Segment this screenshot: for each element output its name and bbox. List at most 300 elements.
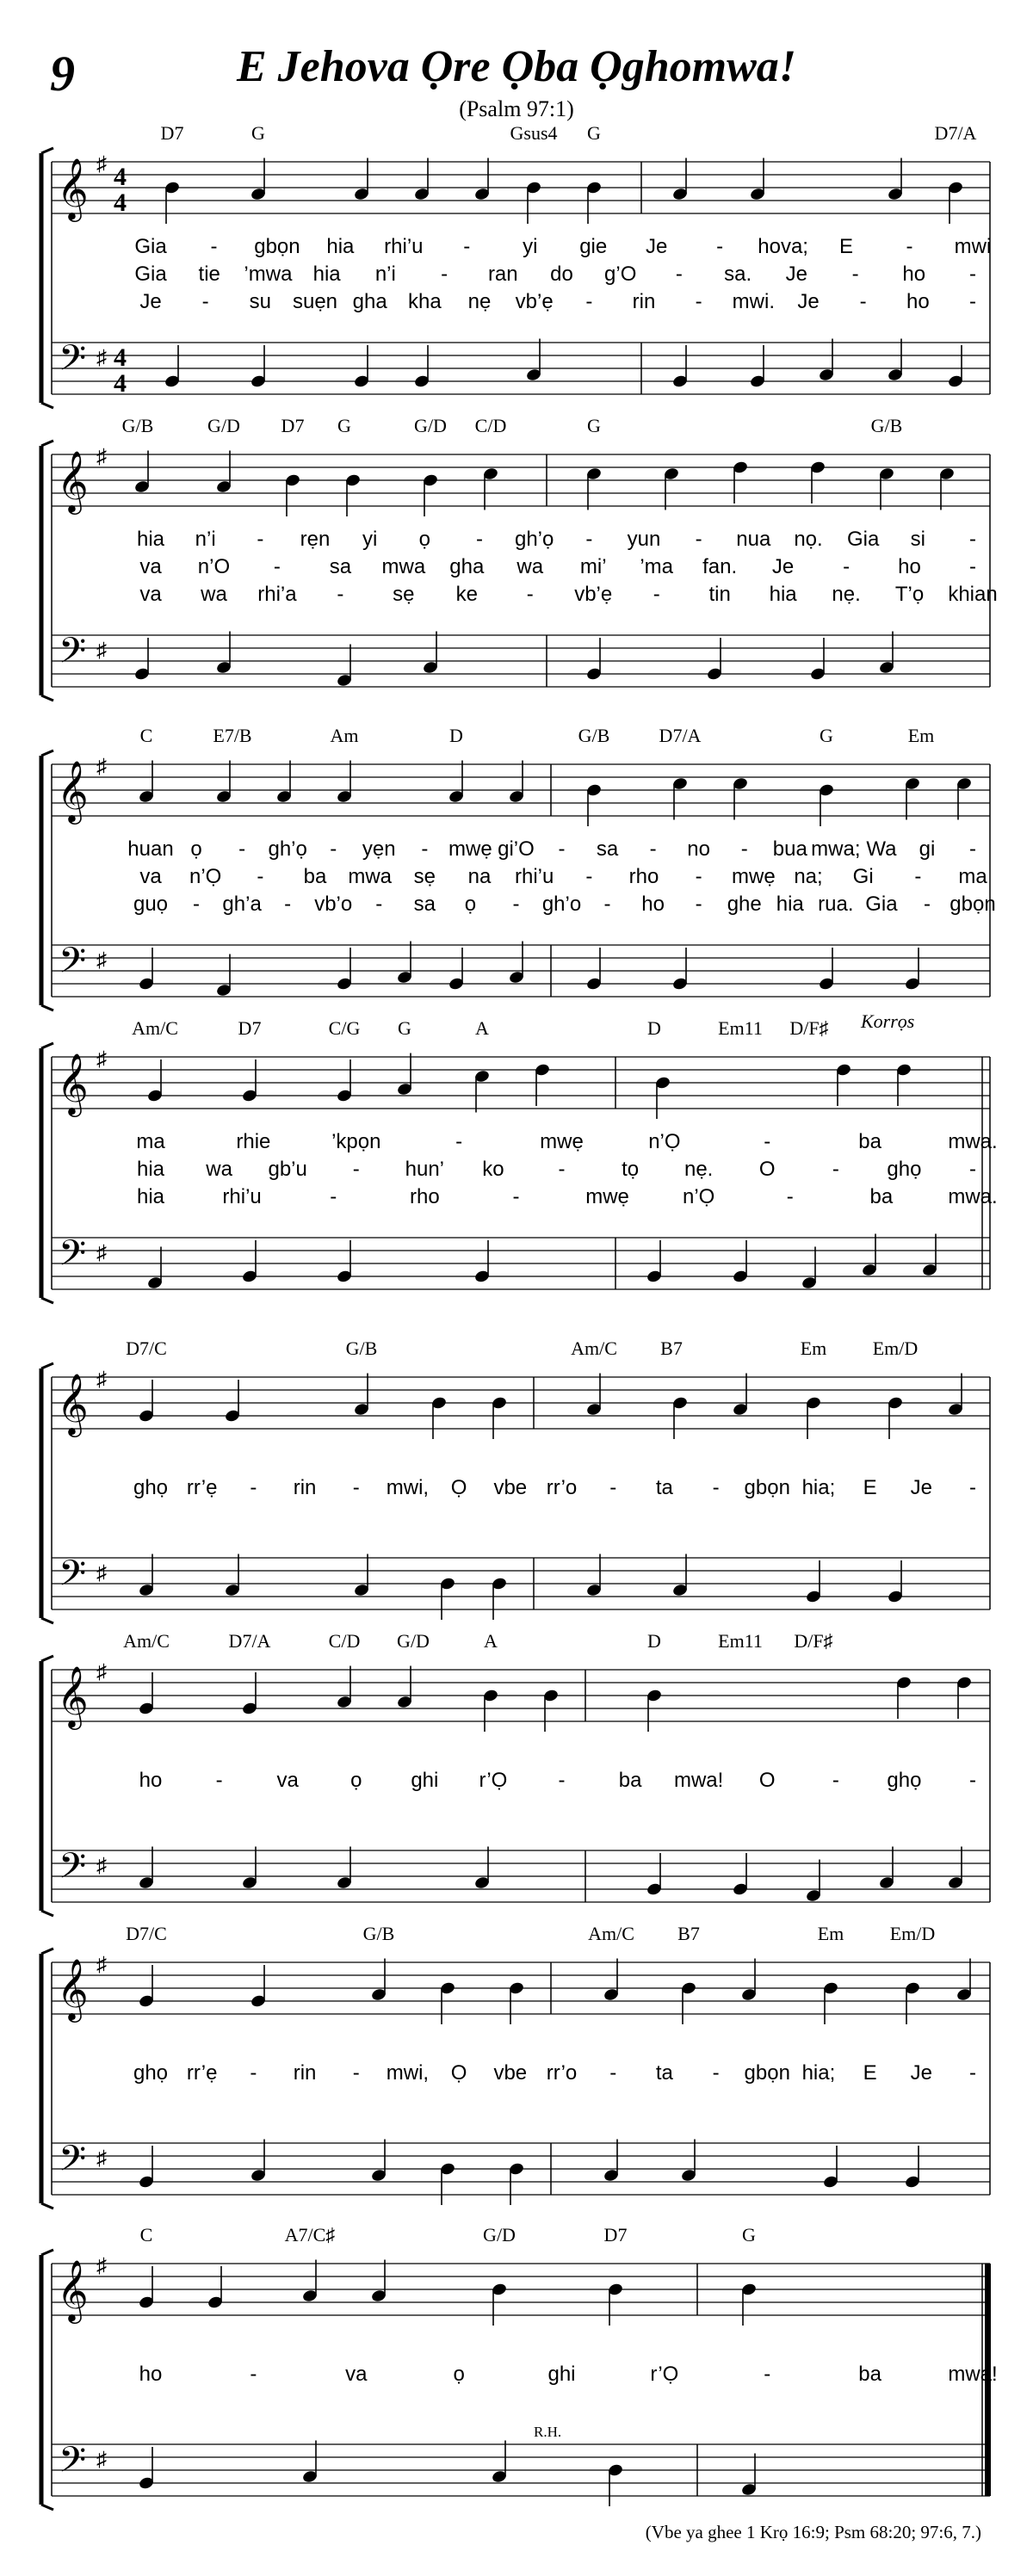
time-signature: 4 — [114, 163, 127, 191]
treble-note — [301, 2260, 318, 2303]
chord-symbol: C — [139, 725, 153, 746]
treble-note — [370, 1959, 387, 2002]
chord-symbol: G/D — [397, 1630, 430, 1652]
lyric-syllable: - — [851, 263, 859, 286]
treble-clef-icon: 𝄞 — [57, 1957, 89, 2020]
key-signature-sharp-icon: ♯ — [96, 2147, 107, 2170]
bass-note — [146, 1247, 163, 1290]
lyric-syllable: mwa. — [948, 1185, 998, 1208]
treble-note — [353, 158, 369, 201]
chord-symbol: C/D — [474, 415, 507, 436]
lyric-syllable: - — [695, 528, 702, 551]
lyric-syllable: - — [832, 1158, 839, 1181]
treble-staff — [52, 454, 990, 506]
lyric-syllable: O — [758, 1769, 776, 1792]
bass-note — [138, 948, 154, 991]
treble-note — [887, 1396, 903, 1439]
lyric-syllable: ghọ — [133, 2061, 169, 2085]
treble-note — [525, 181, 541, 224]
bass-note — [805, 1560, 821, 1603]
treble-note — [956, 1676, 972, 1719]
lyric-syllable: mwa! — [948, 2363, 998, 2386]
lyric-syllable: sẹ — [393, 583, 415, 606]
lyric-syllable: Je — [785, 263, 808, 286]
treble-note — [671, 776, 688, 819]
treble-note — [275, 761, 292, 804]
lyric-syllable: vbe — [493, 1476, 528, 1499]
bass-note — [164, 345, 180, 388]
treble-staff — [52, 1377, 990, 1429]
treble-note — [353, 1374, 369, 1417]
lyric-syllable: rr’ẹ — [186, 1476, 218, 1499]
bass-note — [878, 632, 894, 675]
lyric-syllable: Gia — [846, 528, 880, 551]
treble-note — [146, 1059, 163, 1103]
lyric-syllable: - — [649, 837, 657, 861]
lyric-syllable: mwa — [381, 555, 426, 578]
lyric-syllable: ’kpọn — [331, 1130, 381, 1153]
lyric-syllable: - — [969, 263, 976, 286]
chord-symbol: D7 — [160, 122, 184, 144]
bass-note — [215, 954, 232, 998]
treble-note — [654, 1076, 671, 1119]
chord-symbol: D — [647, 1630, 661, 1652]
bass-note — [732, 1853, 748, 1896]
treble-note — [336, 1059, 352, 1103]
lyric-syllable: ’mwa — [244, 263, 293, 286]
key-signature-sharp-icon: ♯ — [96, 1661, 107, 1683]
lyric-syllable: - — [441, 263, 448, 286]
chord-symbol: Am — [330, 725, 359, 746]
bass-clef-icon: 𝄢 — [59, 1845, 87, 1895]
lyric-syllable: - — [375, 893, 383, 916]
lyric-syllable: va — [139, 865, 162, 888]
chord-symbol: B7 — [660, 1337, 683, 1359]
chord-symbol: G — [337, 415, 351, 436]
treble-note — [215, 761, 232, 804]
lyric-syllable: rin — [632, 290, 656, 313]
chord-symbol: G/D — [414, 415, 447, 436]
lyric-syllable: rr’o — [546, 2061, 578, 2085]
bass-note — [805, 1860, 821, 1903]
lyric-syllable: E — [863, 1476, 877, 1499]
bass-note — [801, 1247, 817, 1290]
lyric-syllable: n’Ọ — [648, 1130, 681, 1153]
treble-note — [396, 1666, 412, 1709]
bass-note — [809, 638, 826, 681]
bass-note — [508, 2162, 524, 2205]
treble-note — [482, 1689, 498, 1732]
treble-note — [740, 1959, 757, 2002]
lyric-syllable: ran — [487, 263, 518, 286]
treble-staff — [52, 2264, 990, 2315]
lyric-syllable: hia — [136, 1185, 165, 1208]
treble-note — [956, 1959, 972, 2002]
lyric-syllable: - — [914, 865, 922, 888]
key-signature-sharp-icon: ♯ — [96, 2255, 107, 2277]
bass-staff — [52, 1238, 990, 1289]
lyric-syllable: nẹ. — [832, 583, 861, 606]
chord-symbol: G/B — [121, 415, 154, 436]
treble-staff — [52, 1670, 990, 1721]
chord-symbol: Am/C — [571, 1337, 617, 1359]
key-signature-sharp-icon: ♯ — [96, 1954, 107, 1976]
lyric-syllable: ho — [641, 893, 665, 916]
lyric-syllable: ba — [858, 1130, 881, 1153]
chord-symbol: D/F♯ — [789, 1017, 829, 1039]
lyric-syllable: ba — [303, 865, 327, 888]
lyric-syllable: ghọ — [133, 1476, 169, 1499]
bass-note — [224, 1554, 240, 1597]
lyric-syllable: hova; — [758, 235, 808, 258]
lyric-syllable: - — [843, 555, 851, 578]
chord-symbol: Em/D — [872, 1337, 919, 1359]
lyric-syllable: - — [250, 1476, 257, 1499]
treble-note — [607, 2283, 623, 2326]
music-system — [0, 1630, 1033, 1919]
lyric-syllable: ho — [139, 1769, 163, 1792]
chord-symbol: D — [647, 1017, 661, 1039]
treble-note — [732, 460, 748, 503]
bass-note — [861, 1234, 877, 1277]
treble-note — [895, 1063, 912, 1106]
bass-note — [336, 645, 352, 688]
bass-note — [671, 345, 688, 388]
lyric-syllable: - — [201, 290, 209, 313]
lyric-syllable: Gia — [134, 263, 167, 286]
bass-note — [336, 1240, 352, 1283]
time-signature: 4 — [114, 343, 127, 372]
treble-note — [904, 776, 920, 819]
key-signature-sharp-icon: ♯ — [96, 639, 107, 662]
treble-staff — [52, 1057, 990, 1109]
treble-note — [671, 158, 688, 201]
lyric-syllable: n’i — [195, 528, 216, 551]
treble-note — [491, 2283, 507, 2326]
scripture-references: (Vbe ya ghee 1 Krọ 16:9; Psm 68:20; 97:6, 7.) — [645, 2522, 981, 2542]
bass-note — [241, 1847, 257, 1890]
chord-symbol: G/B — [870, 415, 903, 436]
bass-note — [473, 1240, 490, 1283]
chord-symbol: G — [251, 122, 265, 144]
bass-note — [336, 1847, 352, 1890]
lyric-syllable: - — [352, 1158, 360, 1181]
lyric-syllable: va — [276, 1769, 299, 1792]
hymn-title: E Jehova Ọre Ọba Ọghomwa! — [236, 42, 797, 91]
lyric-syllable: g’O — [604, 263, 637, 286]
lyric-syllable: gha — [352, 290, 387, 313]
key-signature-sharp-icon: ♯ — [96, 446, 107, 468]
bass-note — [439, 1577, 455, 1620]
lyric-syllable: mwa — [348, 865, 392, 888]
lyric-syllable: huan — [127, 837, 174, 861]
treble-note — [749, 158, 765, 201]
chord-symbol: C/D — [328, 1630, 361, 1652]
chord-symbol: G/B — [362, 1923, 395, 1944]
lyric-syllable: rhi’u — [222, 1185, 262, 1208]
lyric-syllable: si — [910, 528, 925, 551]
lyric-syllable: mwi, — [386, 2061, 430, 2085]
bass-note — [947, 345, 963, 388]
lyric-syllable: - — [558, 837, 566, 861]
lyric-syllable: hia — [136, 528, 165, 551]
bass-note — [749, 345, 765, 388]
lyric-syllable: nẹ — [467, 290, 492, 313]
lyric-syllable: - — [585, 290, 593, 313]
lyric-syllable: su — [249, 290, 272, 313]
lyric-syllable: - — [257, 528, 264, 551]
lyric-syllable: ba — [858, 2363, 881, 2386]
treble-note — [805, 1396, 821, 1439]
lyric-syllable: rr’ẹ — [186, 2061, 218, 2085]
lyric-syllable: - — [609, 1476, 617, 1499]
lyric-syllable: gh’a — [222, 893, 262, 916]
chord-symbol: D7 — [603, 2224, 628, 2246]
treble-clef-icon: 𝄞 — [57, 2258, 89, 2321]
treble-note — [133, 451, 150, 494]
bass-note — [818, 948, 834, 991]
treble-note — [663, 466, 679, 510]
lyric-syllable: gie — [579, 235, 608, 258]
lyric-syllable: mwi — [954, 235, 992, 258]
lyric-syllable: va — [345, 2363, 368, 2386]
lyric-syllable: mwa; — [811, 837, 861, 861]
lyric-syllable: r’Ọ — [650, 2363, 679, 2386]
lyric-syllable: hia — [769, 583, 797, 606]
lyric-syllable: gh’ọ — [268, 837, 307, 861]
lyric-syllable: - — [352, 2061, 360, 2085]
lyric-syllable: - — [969, 528, 976, 551]
treble-note — [439, 1981, 455, 2024]
treble-note — [215, 451, 232, 494]
lyric-syllable: ta — [655, 2061, 673, 2085]
lyric-syllable: gha — [449, 555, 485, 578]
lyric-syllable: rhi’a — [257, 583, 297, 606]
treble-note — [138, 2266, 154, 2309]
lyric-syllable: gbọn — [744, 1476, 790, 1499]
lyric-syllable: mwi. — [732, 290, 775, 313]
lyric-syllable: bua — [772, 837, 807, 861]
lyric-syllable: hia; — [801, 2061, 836, 2085]
bass-note — [138, 1847, 154, 1890]
treble-note — [250, 158, 266, 201]
lyric-syllable: wa — [206, 1158, 232, 1181]
treble-note — [482, 466, 498, 510]
lyric-syllable: rin — [293, 1476, 317, 1499]
treble-note — [241, 1059, 257, 1103]
bass-clef-icon: 𝄢 — [59, 337, 87, 387]
lyric-syllable: Je — [910, 2061, 932, 2085]
lyric-syllable: ọ — [453, 2363, 465, 2386]
treble-note — [680, 1981, 696, 2024]
key-signature-sharp-icon: ♯ — [96, 756, 107, 778]
bass-note — [603, 2140, 619, 2183]
lyric-syllable: ma — [136, 1130, 165, 1153]
bass-note — [585, 948, 602, 991]
lyric-syllable: - — [969, 837, 976, 861]
bass-note — [607, 2463, 623, 2506]
lyric-syllable: - — [969, 290, 976, 313]
bass-note — [250, 345, 266, 388]
lyric-syllable: - — [250, 2363, 257, 2386]
lyric-syllable: ho — [906, 290, 930, 313]
lyric-syllable: Ọ — [450, 2061, 467, 2085]
lyric-syllable: gi’O — [498, 837, 535, 861]
lyric-syllable: ọ — [350, 1769, 362, 1792]
music-system — [0, 2224, 1033, 2513]
chord-symbol: G — [742, 2224, 756, 2246]
lyric-syllable: sa — [596, 837, 619, 861]
bass-note — [336, 948, 352, 991]
chord-symbol: D7 — [281, 415, 305, 436]
key-signature-sharp-icon: ♯ — [96, 1368, 107, 1391]
key-signature-sharp-icon: ♯ — [96, 153, 107, 176]
treble-note — [138, 761, 154, 804]
lyric-syllable: - — [337, 583, 344, 606]
lyric-syllable: - — [558, 1158, 566, 1181]
lyric-syllable: tọ — [622, 1158, 640, 1181]
chord-symbol: Em — [817, 1923, 844, 1944]
lyric-syllable: - — [969, 1769, 976, 1792]
lyric-syllable: ho — [898, 555, 921, 578]
lyric-syllable: gh’o — [541, 893, 582, 916]
treble-note — [138, 1672, 154, 1715]
lyric-syllable: gb’u — [268, 1158, 307, 1181]
lyric-syllable: - — [712, 2061, 720, 2085]
lyric-syllable: Wa — [866, 837, 897, 861]
lyric-syllable: vb’o — [314, 893, 353, 916]
treble-note — [430, 1396, 447, 1439]
bass-note — [818, 339, 834, 382]
lyric-syllable: ghọ — [887, 1769, 922, 1792]
lyric-syllable: hia — [326, 235, 355, 258]
lyric-syllable: ko — [482, 1158, 504, 1181]
bass-note — [878, 1847, 894, 1890]
lyric-syllable: Je — [646, 235, 668, 258]
bass-staff — [52, 343, 990, 394]
lyric-syllable: rho — [628, 865, 659, 888]
key-signature-sharp-icon: ♯ — [96, 2449, 107, 2471]
treble-note — [224, 1380, 240, 1423]
lyric-syllable: - — [585, 865, 593, 888]
lyric-syllable: - — [210, 235, 218, 258]
lyric-syllable: rua. — [818, 893, 854, 916]
lyric-syllable: kha — [407, 290, 442, 313]
lyric-syllable: nọ. — [794, 528, 823, 551]
lyric-syllable: gbọn — [744, 2061, 790, 2085]
lyric-syllable: Ọ — [450, 1476, 467, 1499]
key-signature-sharp-icon: ♯ — [96, 347, 107, 369]
bass-note — [138, 2447, 154, 2490]
lyric-syllable: yẹn — [362, 837, 396, 861]
lyric-syllable: gi — [919, 837, 936, 861]
chord-symbol: E7/B — [213, 725, 252, 746]
bass-note — [671, 1554, 688, 1597]
lyric-syllable: ba — [869, 1185, 894, 1208]
lyric-syllable: - — [695, 893, 702, 916]
chord-symbol: A7/C♯ — [284, 2224, 336, 2246]
lyric-syllable: sa — [329, 555, 352, 578]
bass-clef-icon: 𝄢 — [59, 2138, 87, 2188]
key-signature-sharp-icon: ♯ — [96, 1855, 107, 1877]
lyric-syllable: ghe — [727, 893, 762, 916]
lyric-syllable: fan. — [702, 555, 738, 578]
treble-clef-icon: 𝄞 — [57, 1372, 89, 1435]
lyric-syllable: khian — [948, 583, 998, 606]
bass-note — [921, 1234, 937, 1277]
bass-note — [439, 2162, 455, 2205]
treble-note — [250, 1965, 266, 2008]
treble-note — [585, 181, 602, 224]
lyric-syllable: wa — [516, 555, 544, 578]
lyric-syllable: - — [740, 837, 748, 861]
lyric-syllable: ba — [618, 1769, 642, 1792]
treble-note — [336, 761, 352, 804]
lyric-syllable: va — [139, 555, 162, 578]
lyric-syllable: n’Ọ — [189, 865, 222, 888]
bass-note — [353, 345, 369, 388]
lyric-syllable: - — [653, 583, 660, 606]
chord-symbol: G/D — [207, 415, 240, 436]
chord-symbol: D7/C — [126, 1923, 167, 1944]
lyric-syllable: mwẹ — [731, 865, 776, 888]
treble-note — [138, 1380, 154, 1423]
bass-staff — [52, 2444, 990, 2496]
lyric-syllable: va — [139, 583, 162, 606]
lyric-syllable: E — [863, 2061, 877, 2085]
lyric-syllable: mwi, — [386, 1476, 430, 1499]
bass-staff — [52, 1850, 990, 1902]
lyric-syllable: Je — [139, 290, 162, 313]
lyric-syllable: mwẹ — [585, 1185, 629, 1208]
treble-note — [396, 1053, 412, 1096]
music-system — [0, 1923, 1033, 2212]
key-signature-sharp-icon: ♯ — [96, 1048, 107, 1071]
chord-symbol: Em/D — [889, 1923, 936, 1944]
bass-note — [413, 345, 430, 388]
lyric-syllable: hun’ — [405, 1158, 445, 1181]
chord-symbol: G — [398, 1017, 411, 1039]
treble-note — [740, 2283, 757, 2326]
lyric-syllable: vbe — [493, 2061, 528, 2085]
lyric-syllable: - — [512, 893, 520, 916]
lyric-syllable: suẹn — [292, 290, 338, 313]
lyric-syllable: Je — [910, 1476, 932, 1499]
treble-note — [818, 783, 834, 826]
lyric-syllable: - — [832, 1769, 839, 1792]
lyric-syllable: - — [330, 1185, 337, 1208]
lyric-syllable: - — [512, 1185, 520, 1208]
lyric-syllable: - — [969, 2061, 976, 2085]
bass-note — [646, 1853, 662, 1896]
chord-symbol: Gsus4 — [510, 122, 558, 144]
treble-clef-icon: 𝄞 — [57, 157, 89, 219]
bass-note — [508, 942, 524, 985]
bass-note — [396, 942, 412, 985]
music-system — [0, 415, 1033, 704]
bass-note — [491, 1577, 507, 1620]
lyric-syllable: sa — [413, 893, 436, 916]
treble-note — [822, 1981, 838, 2024]
lyric-syllable: ke — [455, 583, 478, 606]
treble-note — [164, 181, 180, 224]
lyric-syllable: rr’o — [546, 1476, 578, 1499]
bass-note — [947, 1847, 963, 1890]
chord-symbol: Am/C — [588, 1923, 634, 1944]
lyric-syllable: mwẹ — [540, 1130, 584, 1153]
lyric-syllable: hia — [136, 1158, 165, 1181]
treble-clef-icon: 𝄞 — [57, 449, 89, 512]
